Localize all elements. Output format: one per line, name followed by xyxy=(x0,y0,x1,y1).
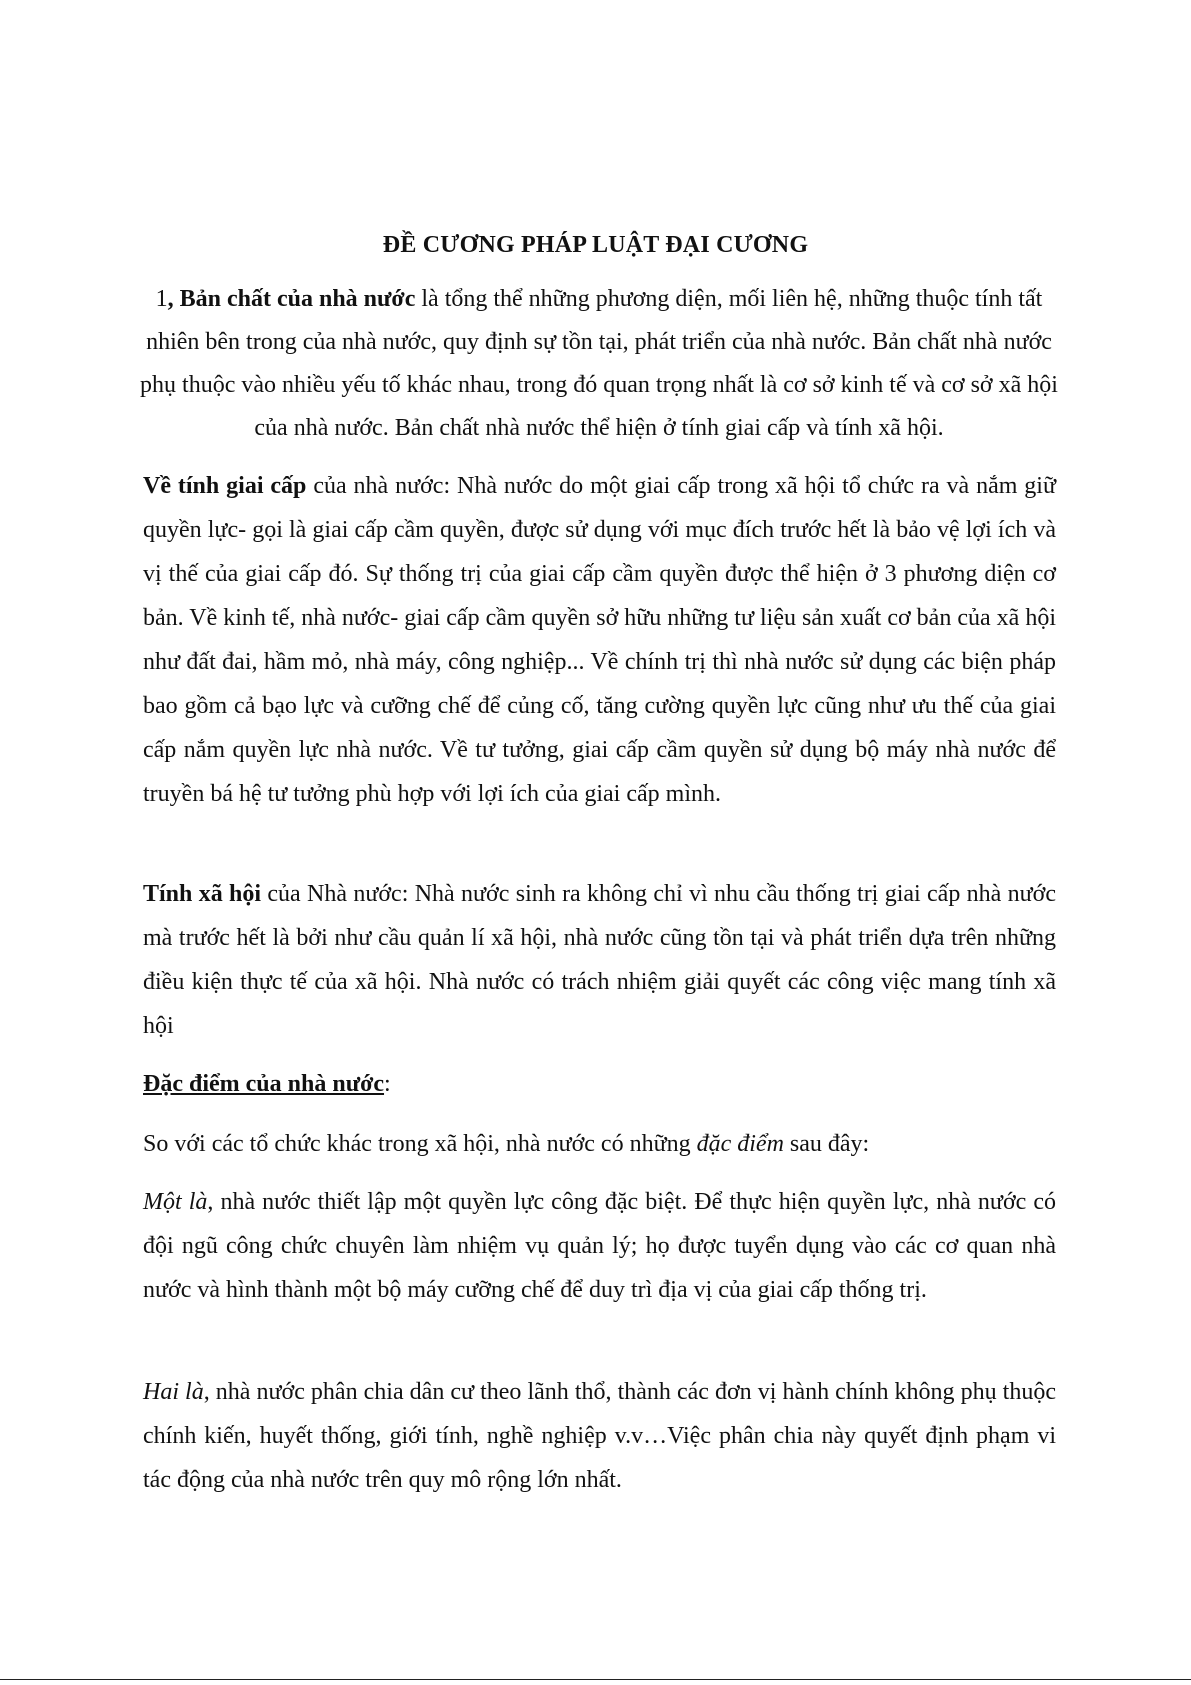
feature-two-lead: Hai là xyxy=(143,1379,204,1405)
features-heading xyxy=(143,1062,1056,1106)
intro-text: là tổng thể những phương diện, mối liên hệ, những thuộc tính tất nhiên bên trong của nhà nước, quy định sự tồn tại, phát triển của nhà nước. Bản chất nhà nước phụ thuộc vào nhiều yếu tố khác nhau, trong đó quan trọng nhất là cơ sở kinh tế và cơ sở xã hội của nhà nước. Bản chất nhà nước thể hiện ở tính giai cấp và tính xã hội. xyxy=(140,286,1058,441)
features-intro-paragraph xyxy=(143,1122,1056,1166)
feature-one-paragraph xyxy=(143,1180,1056,1312)
features-intro-italic: đặc điểm xyxy=(696,1131,784,1157)
features-heading-colon: : xyxy=(384,1071,391,1097)
feature-two-paragraph xyxy=(143,1370,1056,1502)
features-intro-after: sau đây: xyxy=(783,1131,870,1157)
class-nature-text: của nhà nước: Nhà nước do một giai cấp trong xã hội tổ chức ra và nắm giữ quyền lực- gọi là giai cấp cầm quyền, được sử dụng với mục đích trước hết là bảo vệ lợi ích và vị thế của giai cấp đó. Sự thống trị của giai cấp cầm quyền được thể hiện ở 3 phương diện cơ bản. Về kinh tế, nhà nước- giai cấp cầm quyền sở hữu những tư liệu sản xuất cơ bản của xã hội như đất đai, hầm mỏ, nhà máy, công nghiệp... Về chính trị thì nhà nước sử dụng các biện pháp bao gồm cả bạo lực và cưỡng chế để củng cố, tăng cường quyền lực cũng như ưu thế của giai cấp nắm quyền lực nhà nước. Về tư tưởng, giai cấp cầm quyền sử dụng bộ máy nhà nước để truyền bá hệ tư tưởng phù hợp với lợi ích của giai cấp mình. xyxy=(143,473,1056,807)
feature-one-lead: Một là xyxy=(143,1189,208,1215)
features-heading-label: Đặc điểm của nhà nước xyxy=(143,1071,385,1097)
feature-two-text: , nhà nước phân chia dân cư theo lãnh thổ, thành các đơn vị hành chính không phụ thuộc chính kiến, huyết thống, giới tính, nghề nghiệp v.v…Việc phân chia này quyết định phạm vi tác động của nhà nước trên quy mô rộng lớn nhất. xyxy=(143,1379,1056,1493)
social-nature-paragraph xyxy=(143,872,1056,1048)
document-title: ĐỀ CƯƠNG PHÁP LUẬT ĐẠI CƯƠNG xyxy=(382,232,809,258)
social-nature-lead: Tính xã hội xyxy=(143,881,262,907)
section-number: 1 xyxy=(155,286,168,312)
intro-paragraph xyxy=(140,278,1058,450)
social-nature-text: của Nhà nước: Nhà nước sinh ra không chỉ vì nhu cầu thống trị giai cấp nhà nước mà trước hết là bởi như cầu quản lí xã hội, nhà nước cũng tồn tại và phát triển dựa trên những điều kiện thực tế của xã hội. Nhà nước có trách nhiệm giải quyết các công việc mang tính xã hội xyxy=(143,881,1056,1039)
features-intro-before: So với các tổ chức khác trong xã hội, nhà nước có những xyxy=(143,1131,697,1157)
class-nature-paragraph xyxy=(143,464,1056,816)
page-bottom-divider xyxy=(0,1679,1191,1680)
class-nature-lead: Về tính giai cấp xyxy=(143,473,307,499)
feature-one-text: , nhà nước thiết lập một quyền lực công đặc biệt. Để thực hiện quyền lực, nhà nước có đội ngũ công chức chuyên làm nhiệm vụ quản lý; họ được tuyển dụng vào các cơ quan nhà nước và hình thành một bộ máy cưỡng chế để duy trì địa vị của giai cấp thống trị. xyxy=(143,1189,1056,1303)
intro-lead: , Bản chất của nhà nước xyxy=(167,286,416,312)
